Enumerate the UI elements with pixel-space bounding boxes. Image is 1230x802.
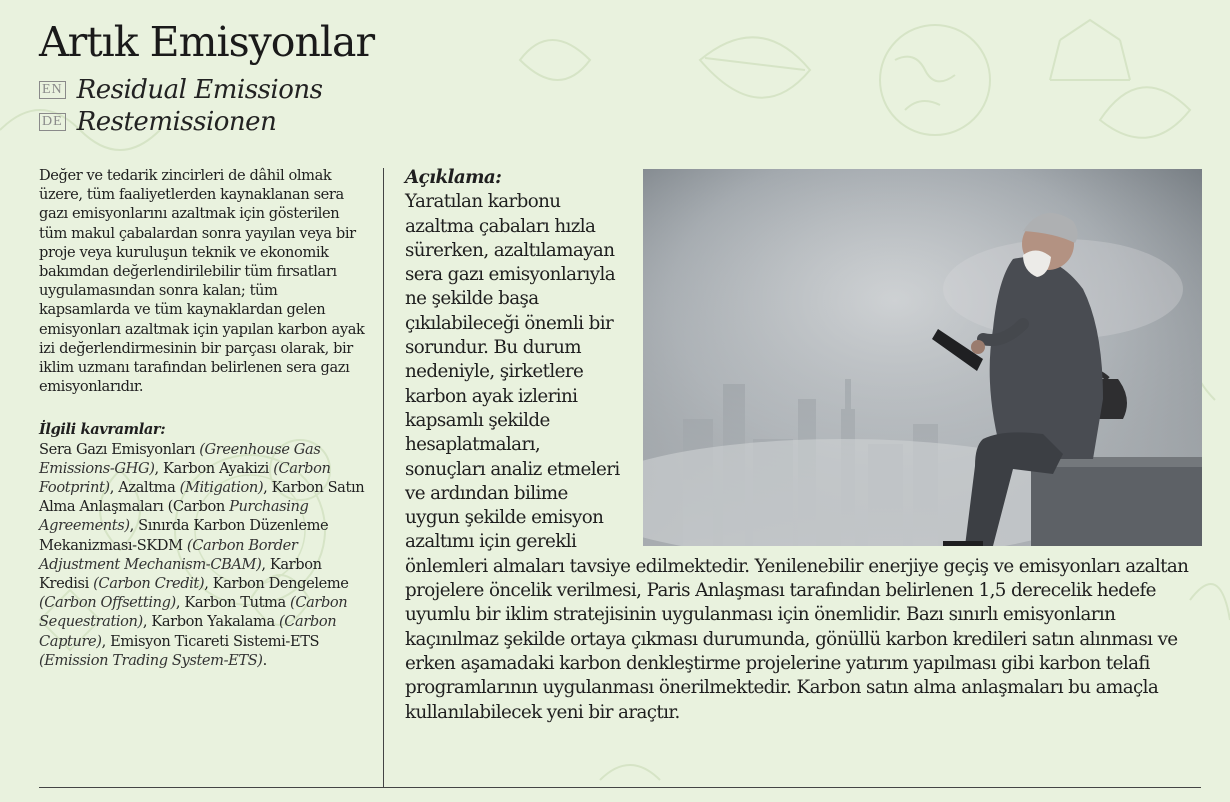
- related-term: Sera Gazı Emisyonları: [39, 440, 195, 458]
- related-term: Karbon Kredisi: [39, 555, 322, 593]
- lang-tag-de: DE: [39, 113, 66, 131]
- translation-de-text: Restemissionen: [76, 107, 277, 137]
- related-term-en: (Carbon Footprint): [39, 459, 331, 497]
- explanation-text: Yaratılan karbonu azaltma çabaları hızla sürerken, azaltılamayan sera gazı emisyonlarıyla ne şekilde başa çıkılabileceği önemli bir sorundur. Bu durum nedeniyle, şirketlere karbon ayak izlerini kapsamlı şekilde hesaplatmaları, sonuçları analiz etmeleri ve ardından bilime uygun şekilde emisyon azaltımı için gerekli önlemleri almaları tavsiye edilmektedir. Yenilenebilir enerjiye geçiş ve emisyonları azaltan projelere öncelik verilmesi, Paris Anlaşması tarafından belirlenen 1,5 derecelik hedefe uyumlu bir iklim stratejisinin uygulanması için önemlidir. Bazı sınırlı emisyonların kaçınılmaz şekilde ortaya çıkması durumunda, gönüllü karbon kredileri satın alınması ve erken aşamadaki karbon denkleştirme projelerine yatırım yapılması gibi karbon telafi programlarının uygulanması önerilmektedir. Karbon satın alma anlaşmaları bu amaçla kullanılabilecek yeni bir araçtır.: [405, 191, 1189, 723]
- related-term: Sınırda Karbon Düzenleme Mekanizması-SKDM: [39, 517, 329, 554]
- bottom-rule: [39, 787, 1201, 788]
- definition-text: Değer ve tedarik zincirleri de dâhil olmak üzere, tüm faaliyetlerden kaynaklanan sera gazı emisyonlarını azaltmak için gösterilen tüm makul çabalardan sonra yayılan veya bir proje veya kuruluşun teknik ve ekonomik bakımdan değerlendirilebilir tüm fırsatları uygulamasından sonra kalan; tüm kapsamlarda ve tüm kaynaklardan gelen emisyonları azaltmak için yapılan karbon ayak izi değerlendirmesinin bir parçası olarak, bir iklim uzmanı tarafından belirlenen sera gazı emisyonlarıdır.: [39, 167, 365, 396]
- related-term-en: (Carbon Offsetting): [39, 594, 176, 612]
- related-term: Karbon Ayakizi: [163, 459, 269, 477]
- smog-businessman-photo: [643, 169, 1202, 546]
- related-term-en: (Greenhouse Gas Emissions-GHG): [39, 440, 321, 477]
- term-title: Artık Emisyonlar: [39, 18, 375, 66]
- related-term: Karbon Dengeleme: [212, 575, 349, 593]
- related-term-en: (Carbon Sequestration): [39, 594, 348, 631]
- lang-tag-en: EN: [39, 81, 66, 99]
- translation-en: [39, 75, 322, 105]
- explanation-heading: Açıklama:: [405, 167, 502, 188]
- related-term: Emisyon Ticareti Sistemi-ETS: [110, 632, 320, 650]
- related-term-en: (Emission Trading System-ETS): [39, 651, 263, 669]
- related-terms: Sera Gazı Emisyonları (Greenhouse Gas Emissions-GHG), Karbon Ayakizi (Carbon Footprint), Azaltma (Mitigation), Karbon Satın Alma Anlaşmaları (Carbon Purchasing Agreements), Sınırda Karbon Düzenleme Mekanizması-SKDM (Carbon Border Adjustment Mechanism-CBAM), Karbon Kredisi (Carbon Credit), Karbon Dengeleme (Carbon Offsetting), Karbon Tutma (Carbon Sequestration), Karbon Yakalama (Carbon Capture), Emisyon Ticareti Sistemi-ETS (Emission Trading System-ETS).: [39, 440, 365, 669]
- related-term-en: (Mitigation): [179, 479, 264, 497]
- related-term-en: (Carbon Border Adjustment Mechanism-CBAM): [39, 536, 298, 573]
- related-term-en: Purchasing Agreements): [39, 498, 309, 535]
- column-divider: [383, 168, 384, 788]
- related-term-en: (Carbon Credit): [93, 575, 205, 593]
- translation-en-text: Residual Emissions: [76, 75, 323, 105]
- related-term: Azaltma: [118, 479, 176, 497]
- related-term-en: (Carbon Capture): [39, 613, 337, 650]
- related-term: Karbon Tutma: [184, 594, 286, 612]
- translation-de: [39, 107, 276, 137]
- explanation-column: [405, 166, 1202, 725]
- related-term: Karbon Satın Alma Anlaşmaları (Carbon: [39, 479, 365, 516]
- related-heading: İlgili kavramlar:: [39, 421, 166, 439]
- related-term: Karbon Yakalama: [151, 613, 275, 631]
- definition-column: [39, 166, 369, 670]
